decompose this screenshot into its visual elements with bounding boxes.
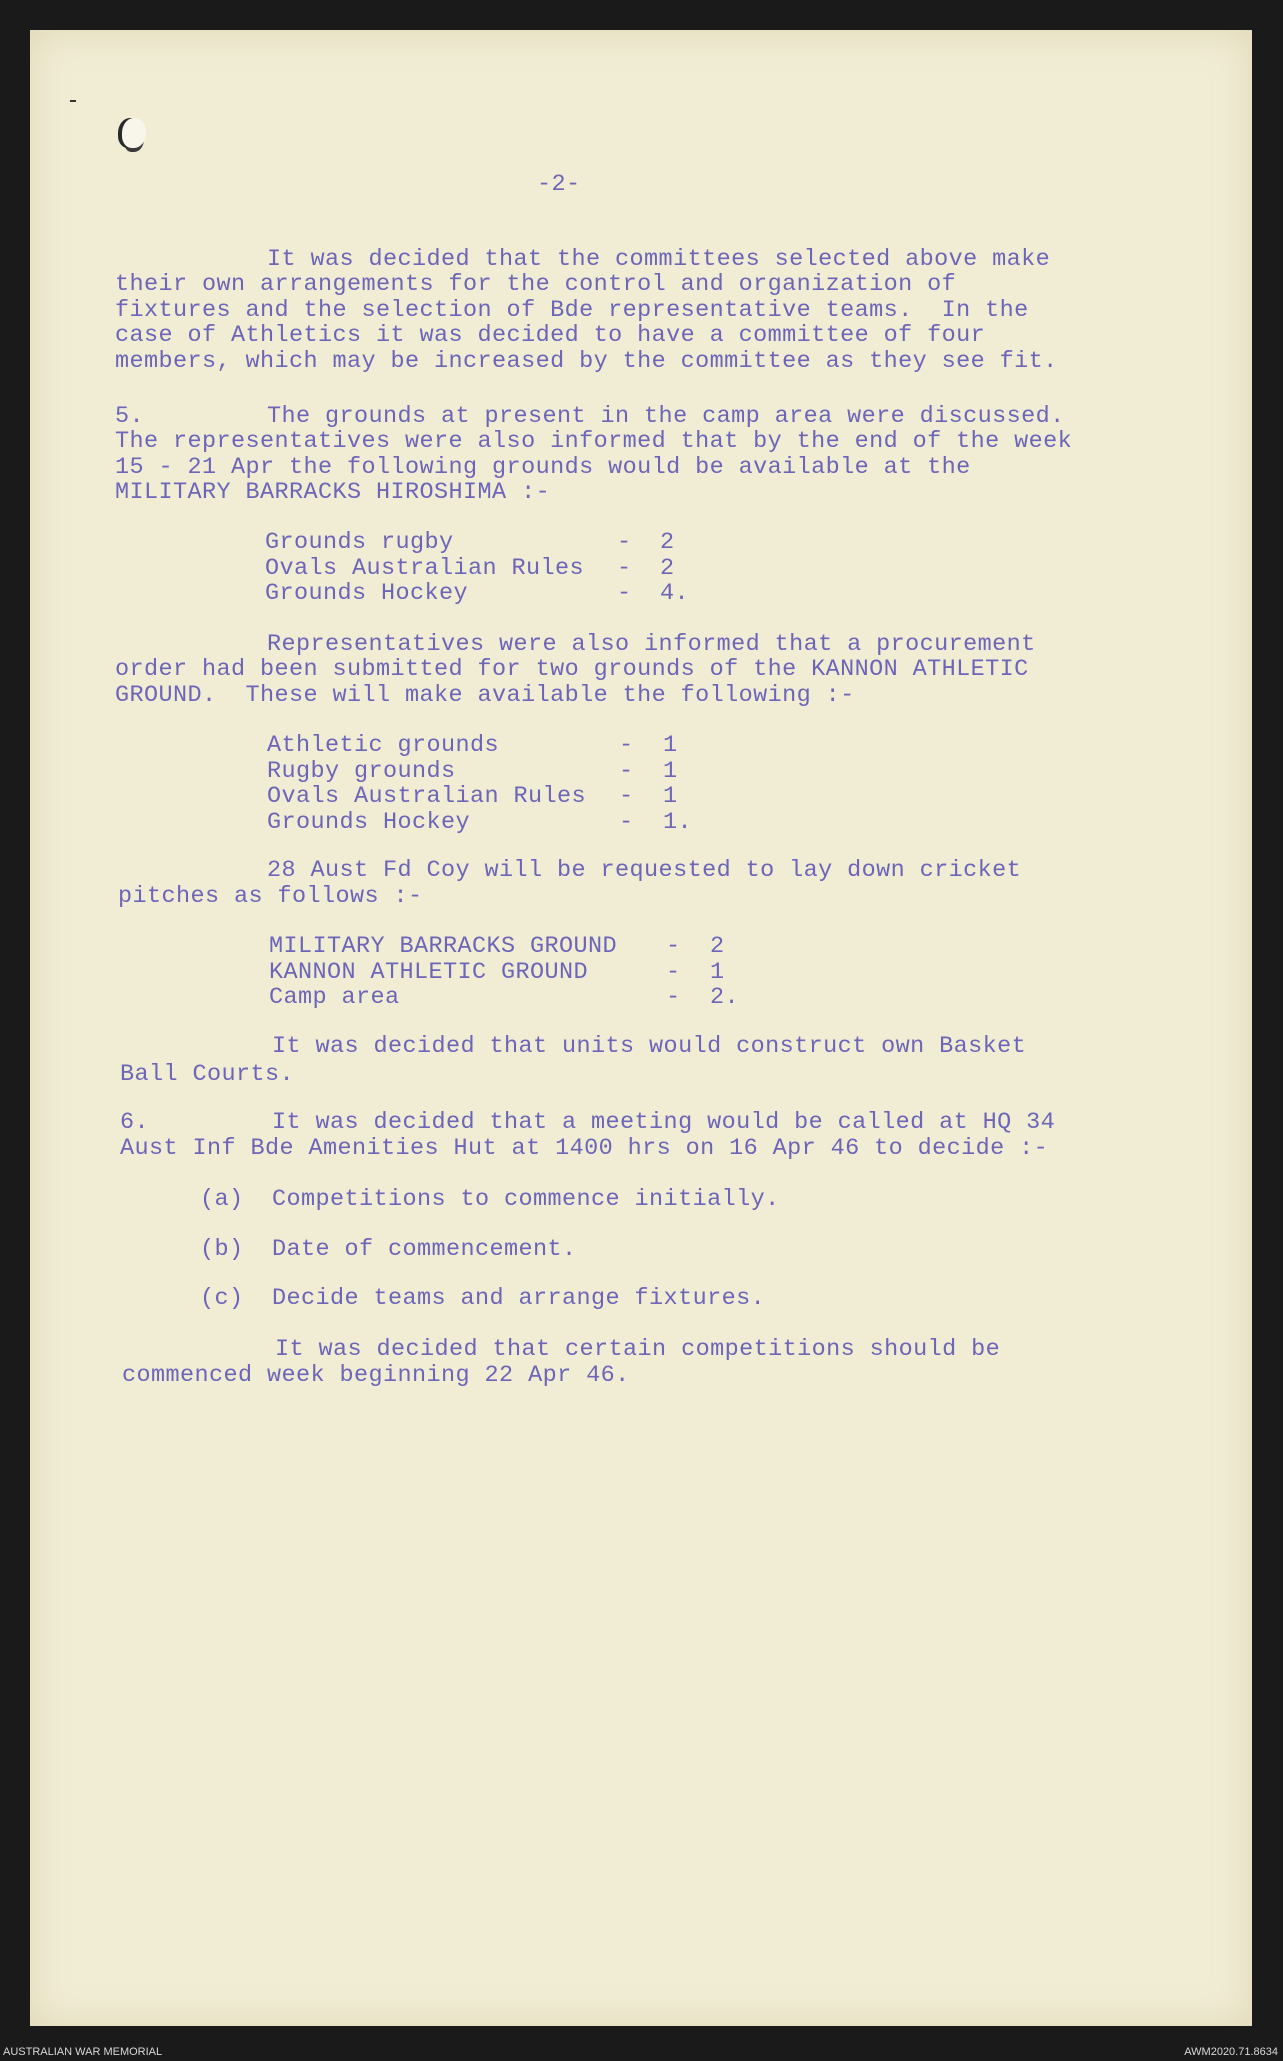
punch-hole (122, 118, 146, 148)
kannon-ground-name: Ovals Australian Rules (267, 783, 587, 810)
para-basketball-line-2: Ball Courts. (120, 1061, 295, 1088)
para-procurement-line-1: Representatives were also informed that a procurement (267, 631, 1036, 658)
item5-line-3: 15 - 21 Apr the following grounds would be available at the (115, 454, 971, 481)
kannon-ground-name: Rugby grounds (267, 758, 456, 785)
kannon-ground-count: 1 (663, 758, 678, 785)
item5-line-1: The grounds at present in the camp area were discussed. (267, 403, 1065, 430)
kannon-ground-dash: - (619, 783, 634, 810)
cricket-pitch-name: MILITARY BARRACKS GROUND (269, 933, 618, 960)
item6-line-2: Aust Inf Bde Amenities Hut at 1400 hrs on 16 Apr 46 to decide :- (120, 1135, 1049, 1162)
item5-line-2: The representatives were also informed that by the end of the week (115, 428, 1073, 455)
cricket-pitch-dash: - (666, 933, 681, 960)
kannon-ground-dash: - (619, 732, 634, 759)
page-number: -2- (537, 171, 581, 198)
cricket-pitch-name: KANNON ATHLETIC GROUND (269, 959, 589, 986)
kannon-ground-name: Athletic grounds (267, 732, 500, 759)
decision-label: (c) (200, 1285, 244, 1312)
decision-label: (a) (200, 1186, 244, 1213)
decision-text: Competitions to commence initially. (272, 1186, 780, 1213)
cricket-pitch-name: Camp area (269, 984, 400, 1011)
item6-line-1: It was decided that a meeting would be called at HQ 34 (272, 1109, 1056, 1136)
para-final-line-2: commenced week beginning 22 Apr 46. (122, 1362, 630, 1389)
decision-text: Decide teams and arrange fixtures. (272, 1285, 766, 1312)
cricket-pitch-count: 2. (710, 984, 740, 1011)
kannon-ground-count: 1. (663, 809, 693, 836)
para-committees-line-4: case of Athletics it was decided to have a committee of four (115, 322, 986, 349)
para-final-line-1: It was decided that certain competitions should be (275, 1336, 1001, 1363)
item6-number: 6. (120, 1109, 150, 1136)
para-committees-line-5: members, which may be increased by the committee as they see fit. (115, 348, 1058, 375)
footer-accession-number: AWM2020.71.8634 (1184, 2046, 1278, 2058)
cricket-pitch-dash: - (666, 959, 681, 986)
para-cricket-line-2: pitches as follows :- (118, 883, 423, 910)
cricket-pitch-count: 2 (710, 933, 725, 960)
footer-institution: AUSTRALIAN WAR MEMORIAL (3, 2046, 163, 2058)
cricket-pitch-count: 1 (710, 959, 725, 986)
barracks-ground-count: 2 (660, 529, 675, 556)
punch-mark (70, 100, 76, 102)
kannon-ground-count: 1 (663, 783, 678, 810)
item5-line-4: MILITARY BARRACKS HIROSHIMA :- (115, 479, 551, 506)
barracks-ground-name: Grounds Hockey (265, 580, 469, 607)
barracks-ground-name: Ovals Australian Rules (265, 555, 585, 582)
kannon-ground-name: Grounds Hockey (267, 809, 471, 836)
barracks-ground-count: 4. (660, 580, 690, 607)
barracks-ground-dash: - (617, 529, 632, 556)
barracks-ground-count: 2 (660, 555, 675, 582)
barracks-ground-name: Grounds rugby (265, 529, 454, 556)
cricket-pitch-dash: - (666, 984, 681, 1011)
kannon-ground-count: 1 (663, 732, 678, 759)
kannon-ground-dash: - (619, 758, 634, 785)
kannon-ground-dash: - (619, 809, 634, 836)
barracks-ground-dash: - (617, 580, 632, 607)
decision-text: Date of commencement. (272, 1236, 577, 1263)
para-procurement-line-2: order had been submitted for two grounds of the KANNON ATHLETIC (115, 656, 1029, 683)
decision-label: (b) (200, 1236, 244, 1263)
para-cricket-line-1: 28 Aust Fd Coy will be requested to lay down cricket (267, 857, 1022, 884)
item5-number: 5. (115, 403, 145, 430)
para-procurement-line-3: GROUND. These will make available the following :- (115, 682, 855, 709)
para-basketball-line-1: It was decided that units would construct own Basket (272, 1033, 1027, 1060)
barracks-ground-dash: - (617, 555, 632, 582)
para-committees-line-3: fixtures and the selection of Bde representative teams. In the (115, 297, 1029, 324)
para-committees-line-1: It was decided that the committees selected above make (267, 246, 1051, 273)
para-committees-line-2: their own arrangements for the control and organization of (115, 271, 957, 298)
